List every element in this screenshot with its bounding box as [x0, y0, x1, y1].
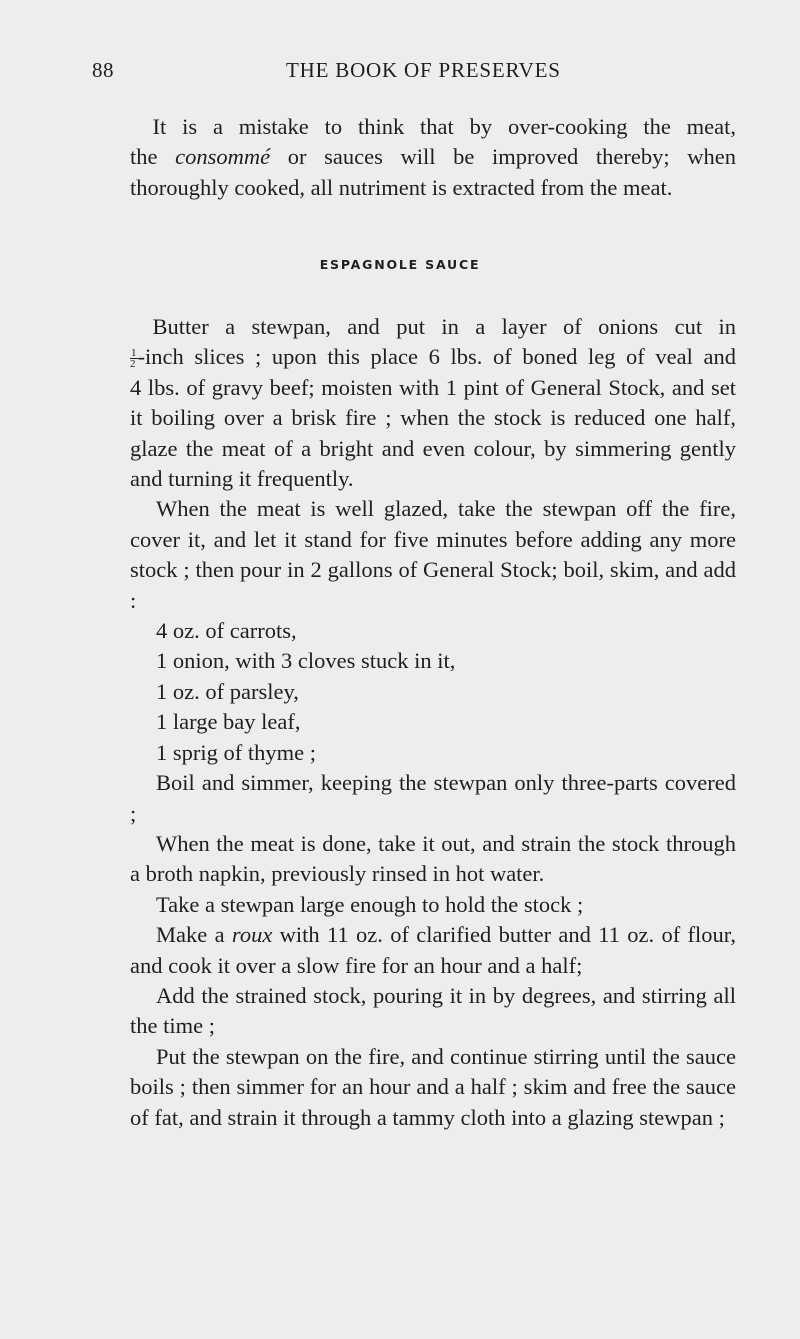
- intro-line-1: It is a mistake to think that by over-cooking the meat,: [152, 114, 736, 139]
- ingredient-item: 1 large bay leaf,: [156, 709, 301, 735]
- paragraph-8: Put the stewpan on the fire, and continue stirring until the sauce boils ; then simmer for an hour and a half ; skim and free the sauce of fat, and strain it through a tammy cloth into a glazing stewpan ;: [130, 1043, 736, 1130]
- paragraph-1-line-1: [130, 312, 736, 342]
- ingredient-item: 1 onion, with 3 cloves stuck in it,: [156, 648, 456, 674]
- fraction-denominator: 2: [130, 357, 136, 370]
- running-head: [0, 58, 800, 88]
- fraction-numerator: 1: [131, 346, 137, 359]
- intro-line: [130, 173, 736, 203]
- recipe-body: [130, 312, 736, 1133]
- intro-paragraph: [130, 112, 736, 203]
- page-number: 88: [92, 58, 114, 82]
- intro-line: [130, 142, 736, 172]
- ingredient-item: 4 oz. of carrots,: [156, 618, 297, 644]
- running-title: THE BOOK OF PRESERVES: [286, 58, 561, 82]
- intro-line: [130, 112, 736, 142]
- paragraph-1-line-2: [130, 342, 736, 372]
- consomme-italic: consommé: [175, 144, 271, 170]
- intro-line-2-post: or sauces will be improved thereby; when: [287, 144, 736, 170]
- section-heading: ESPAGNOLE SAUCE: [319, 257, 481, 272]
- paragraph-4: When the meat is done, take it out, and strain the stock through a broth napkin, previously rinsed in hot water.: [130, 830, 736, 887]
- paragraph-5: Take a stewpan large enough to hold the stock ;: [156, 891, 584, 917]
- paragraph-6: [130, 920, 736, 981]
- roux-italic: roux: [231, 922, 273, 948]
- p1-line2-text: -inch slices ; upon this place 6 lbs. of boned leg of veal and: [137, 344, 736, 370]
- ingredient-item: 1 sprig of thyme ;: [156, 739, 316, 765]
- ingredient-list: [130, 616, 736, 768]
- intro-line-3: thoroughly cooked, all nutriment is extracted from the meat.: [130, 174, 673, 200]
- intro-line-2-pre: the: [130, 144, 158, 170]
- paragraph-3: Boil and simmer, keeping the stewpan only three-parts covered ;: [130, 770, 736, 826]
- p6-post: with 11 oz. of clarified butter and 11 oz. of flour, and cook it over a slow fire for an hour and a half;: [130, 922, 737, 978]
- half-fraction: [130, 348, 138, 369]
- p1-line1-text: Butter a stewpan, and put in a layer of onions cut in: [152, 314, 736, 339]
- ingredient-item: 1 oz. of parsley,: [156, 678, 299, 704]
- paragraph-7: Add the strained stock, pouring it in by degrees, and stirring all the time ;: [130, 982, 736, 1039]
- paragraph-2: When the meat is well glazed, take the stewpan off the fire, cover it, and let it stand for five minutes before adding any more stock ; then pour in 2 gallons of General Stock; boil, skim, and add :: [130, 496, 736, 613]
- p6-pre: Make a: [156, 922, 225, 948]
- paragraph-1-rest: 4 lbs. of gravy beef; moisten with 1 pint of General Stock, and set it boiling over a brisk fire ; when the stock is reduced one half, glaze the meat of a bright and even colour, by simmering gently and turning it frequently.: [130, 374, 736, 492]
